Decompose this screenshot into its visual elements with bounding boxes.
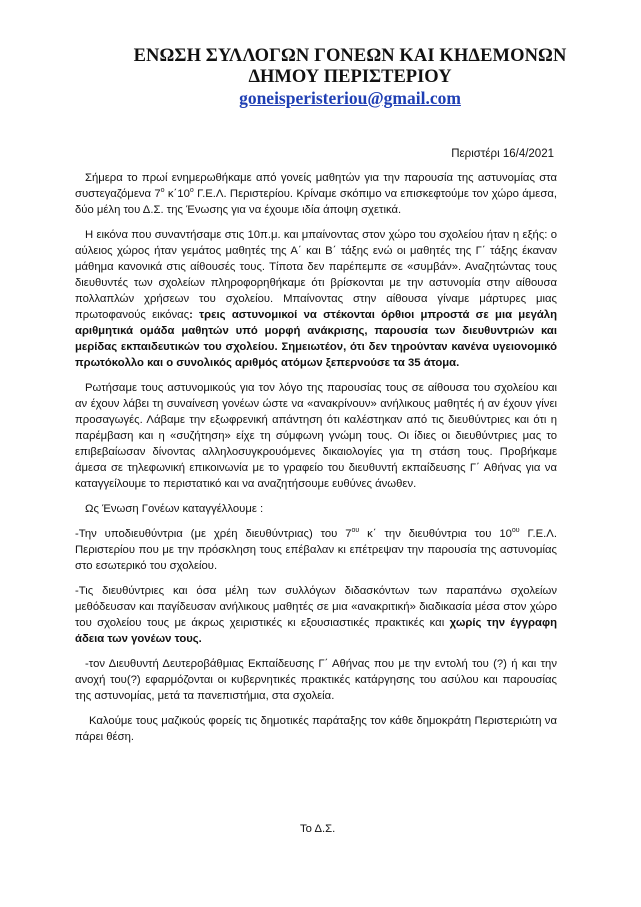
paragraph-6-bold: χωρίς την έγγραφη άδεια των γονέων τους.	[75, 617, 557, 645]
paragraph-5: -Την υποδιευθύντρια (με χρέη διευθύντριας) του $7^{o\upsilon}$ κ΄ την διευθύντρια του $10^{o\upsilon}$ Γ.Ε.Λ. Περιστερίου που με την πρόσκληση τους επέβαλαν κι επέτρεψαν την παρουσία της αστυνομίας στο εσωτερικό του σχολείου.	[75, 527, 557, 572]
org-name: ΕΝΩΣΗ ΣΥΛΛΟΓΩΝ ΓΟΝΕΩΝ ΚΑΙ ΚΗΔΕΜΟΝΩΝ	[133, 46, 567, 66]
email-link[interactable]: goneisperisteriou@gmail.com	[239, 88, 461, 108]
paragraph-6: -Τις διευθύντριες και όσα μέλη των συλλόγων διδασκόντων των παραπάνω σχολείων μεθόδευσαν και παγίδευσαν ανήλικους μαθητές σε μια «ανακριτική» διαδικασία μέσα στον χώρο του σχολείου τους με άκρως χειριστικές κι εξουσιαστικές πρακτικές και χωρίς την έγγραφη άδεια των γονέων τους.	[75, 585, 557, 645]
signature: Το Δ.Σ.	[300, 823, 336, 835]
paragraph-2-bold: : τρεις αστυνομικοί να στέκονται όρθιοι μπροστά σε μια μεγάλη αριθμητικά ομάδα μαθητών υπό μορφή ανάκρισης, παρουσία των διευθυντριών και μερίδας εκπαιδευτικών του σχολείου. Σημειωτέον, ότι δεν τηρούνταν κανένα υγειονομικό πρωτόκολλο και ο συνολικός αριθμός ατόμων ξεπερνούσε τα 35 άτομα.	[75, 309, 557, 369]
paragraph-2: Η εικόνα που συναντήσαμε στις 10π.μ. και μπαίνοντας στον χώρο του σχολείου ήταν η εξής: ο αύλειος χώρος ήταν γεμάτος μαθητές της Α΄ και Β΄ τάξης ενώ οι μαθητές της Γ΄ τάξης έκαναν μάθημα κανονικά στις αίθουσές τους. Τίποτα δεν παρέπεμπε σε «συμβάν». Αναζητώντας τους διευθυντές των σχολείων πληροφορηθήκαμε ότι βρίσκονται με την αστυνομία στην αίθουσα πολλαπλών χρήσεων του σχολείου. Μπαίνοντας στην αίθουσα γίναμε μάρτυρες μιας πρωτοφανούς εικόνας: τρεις αστυνομικοί να στέκονται όρθιοι μπροστά σε μια μεγάλη αριθμητικά ομάδα μαθητών υπό μορφή ανάκρισης, παρουσία των διευθυντριών και μερίδας εκπαιδευτικών του σχολείου. Σημειωτέον, ότι δεν τηρούνταν κανένα υγειονομικό πρωτόκολλο και ο συνολικός αριθμός ατόμων ξεπερνούσε τα 35 άτομα.	[75, 229, 557, 369]
document-body	[75, 170, 557, 754]
paragraph-4: Ως Ένωση Γονέων καταγγέλλουμε :	[85, 503, 264, 515]
document-date: Περιστέρι 16/4/2021	[451, 148, 554, 160]
paragraph-3: Ρωτήσαμε τους αστυνομικούς για τον λόγο της παρουσίας τους σε αίθουσα του σχολείου και αν έχουν λάβει τη συναίνεση γονέων ώστε να «ανακρίνουν» ανήλικους μαθητές ή αν έχουν γίνει προσαγωγές. Λάβαμε την εξωφρενική απάντηση ότι καλέστηκαν από τις διευθύντριες και ότι η παρέμβαση και η «συζήτηση» είχε τη σύμφωνη γνώμη τους. Οι ίδιες οι διευθύντριες μας το επιβεβαίωσαν δίνοντας αλληλοσυγκρουόμενες δικαιολογίες για τη στάση τους. Προβήκαμε άμεσα σε τηλεφωνική επικοινωνία με το γραφείο του διευθυντή εκπαίδευσης Γ΄ Αθήνας για να καταγγείλουμε το περιστατικό και να αναζητήσουμε ευθύνες άνωθεν.	[75, 382, 557, 490]
paragraph-1: Σήμερα το πρωί ενημερωθήκαμε από γονείς μαθητών για την παρουσία της αστυνομίας στα συστεγαζόμενα $7^o$ $\kappa΄10^o$ Γ.Ε.Λ. Περιστερίου. Κρίναμε σκόπιμο να επισκεφτούμε τον χώρο άμεσα, δύο μέλη του Δ.Σ. της Ένωσης για να έχουμε ιδία άποψη σχετικά.	[75, 172, 557, 216]
paragraph-7: -τον Διευθυντή Δευτεροβάθμιας Εκπαίδευσης Γ΄ Αθήνας που με την εντολή του (?) ή και την ανοχή του(?) εφαρμόζονται οι κυβερνητικές πρακτικές κατάργησης του ασύλου και παρουσίας της αστυνομίας, μετά τα πανεπιστήμια, στα σχολεία.	[75, 658, 557, 702]
paragraph-8: Καλούμε τους μαζικούς φορείς τις δημοτικές παράταξης τον κάθε δημοκράτη Περιστεριώτη να πάρει θέση.	[75, 715, 557, 743]
org-municipality: ΔΗΜΟΥ ΠΕΡΙΣΤΕΡΙΟΥ	[248, 67, 452, 87]
org-email[interactable]	[100, 88, 600, 109]
